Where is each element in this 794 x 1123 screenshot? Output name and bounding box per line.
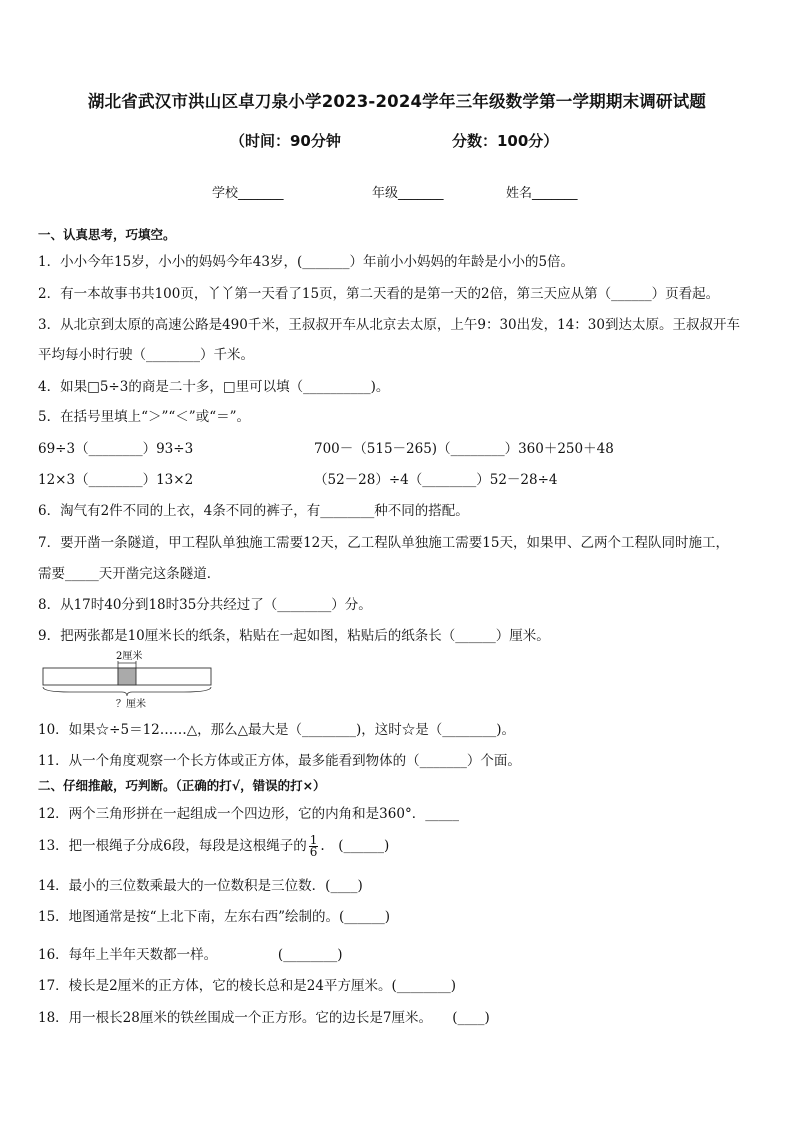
- q13-answer: . (______): [320, 838, 390, 854]
- question-5-row1: [38, 437, 614, 457]
- question-13[interactable]: [38, 834, 389, 858]
- page-title: 湖北省武汉市洪山区卓刀泉小学2023-2024学年三年级数学第一学期期末调研试题: [87, 92, 707, 111]
- section2-heading: 二、仔细推敲，巧判断。（正确的打√，错误的打×）: [38, 778, 326, 793]
- question-11[interactable]: 11．从一个角度观察一个长方体或正方体，最多能看到物体的（_______）个面。: [38, 753, 521, 769]
- q5-item-a[interactable]: 69÷3（________）93÷3: [38, 441, 194, 457]
- fraction-numerator: 1: [309, 833, 318, 847]
- question-6[interactable]: 6．淘气有2件不同的上衣，4条不同的裤子，有________种不同的搭配。: [38, 503, 469, 519]
- diagram-bottom-label: ？厘米: [116, 699, 146, 709]
- question-12[interactable]: 12．两个三角形拼在一起组成一个四边形，它的内角和是360°．_____: [38, 806, 459, 822]
- diagram-top-label: 2厘米: [116, 651, 143, 662]
- exam-score: 分数：100分）: [452, 132, 559, 150]
- q5-item-c[interactable]: 12×3（________）13×2: [38, 472, 194, 488]
- question-5: 5．在括号里填上“＞”“＜”或“＝”。: [38, 409, 250, 425]
- question-1[interactable]: 1．小小今年15岁，小小的妈妈今年43岁，(_______）年前小小妈妈的年龄是小小的5倍。: [38, 254, 575, 270]
- question-3-line2[interactable]: 平均每小时行驶（________）千米。: [38, 347, 254, 363]
- question-8[interactable]: 8．从17时40分到18时35分共经过了（________）分。: [38, 597, 372, 613]
- fraction: [309, 835, 319, 858]
- question-7-line1[interactable]: 7．要开凿一条隧道，甲工程队单独施工需要12天，乙工程队单独施工需要15天，如果甲、乙两个工程队同时施工，: [38, 535, 729, 551]
- section1-heading: 一、认真思考，巧填空。: [38, 227, 176, 242]
- paper-strip-diagram: [40, 647, 215, 709]
- name-field[interactable]: 姓名_______: [506, 186, 578, 201]
- question-10[interactable]: 10．如果☆÷5＝12……△，那么△最大是（________)，这时☆是（________)。: [38, 722, 516, 738]
- question-4[interactable]: 4．如果□5÷3的商是二十多，□里可以填（__________)。: [38, 379, 390, 395]
- question-16[interactable]: 16．每年上半年天数都一样。 (________): [38, 947, 343, 963]
- question-7-line2[interactable]: 需要_____天开凿完这条隧道．: [38, 566, 221, 582]
- q13-text: 13．把一根绳子分成6段，每段是这根绳子的: [38, 838, 307, 854]
- exam-time: （时间：90分钟: [230, 132, 341, 150]
- question-15[interactable]: 15．地图通常是按“上北下南，左东右西”绘制的。(______): [38, 909, 391, 925]
- q5-item-b[interactable]: 700－（515－265)（________）360＋250＋48: [314, 441, 614, 457]
- question-2[interactable]: 2．有一本故事书共100页，丫丫第一天看了15页，第二天看的是第一天的2倍，第三天应从第（______）页看起。: [38, 286, 720, 302]
- school-field[interactable]: 学校_______: [212, 186, 284, 201]
- question-17[interactable]: 17．棱长是2厘米的正方体，它的棱长总和是24平方厘米。(________): [38, 978, 456, 994]
- fraction-denominator: 6: [309, 845, 318, 859]
- question-3-line1[interactable]: 3．从北京到太原的高速公路是490千米，王叔叔开车从北京去太原，上午9：30出发，14：30到达太原。王叔叔开车: [38, 317, 740, 333]
- q5-item-d[interactable]: （52－28）÷4（________）52－28÷4: [314, 472, 558, 488]
- question-14[interactable]: 14．最小的三位数乘最大的一位数积是三位数．(____): [38, 878, 363, 894]
- question-18[interactable]: 18．用一根长28厘米的铁丝围成一个正方形。它的边长是7厘米。 (____): [38, 1010, 490, 1026]
- grade-field[interactable]: 年级_______: [372, 186, 444, 201]
- question-5-row2: [38, 468, 558, 488]
- question-9[interactable]: 9．把两张都是10厘米长的纸条，粘贴在一起如图，粘贴后的纸条长（______）厘米。: [38, 628, 550, 644]
